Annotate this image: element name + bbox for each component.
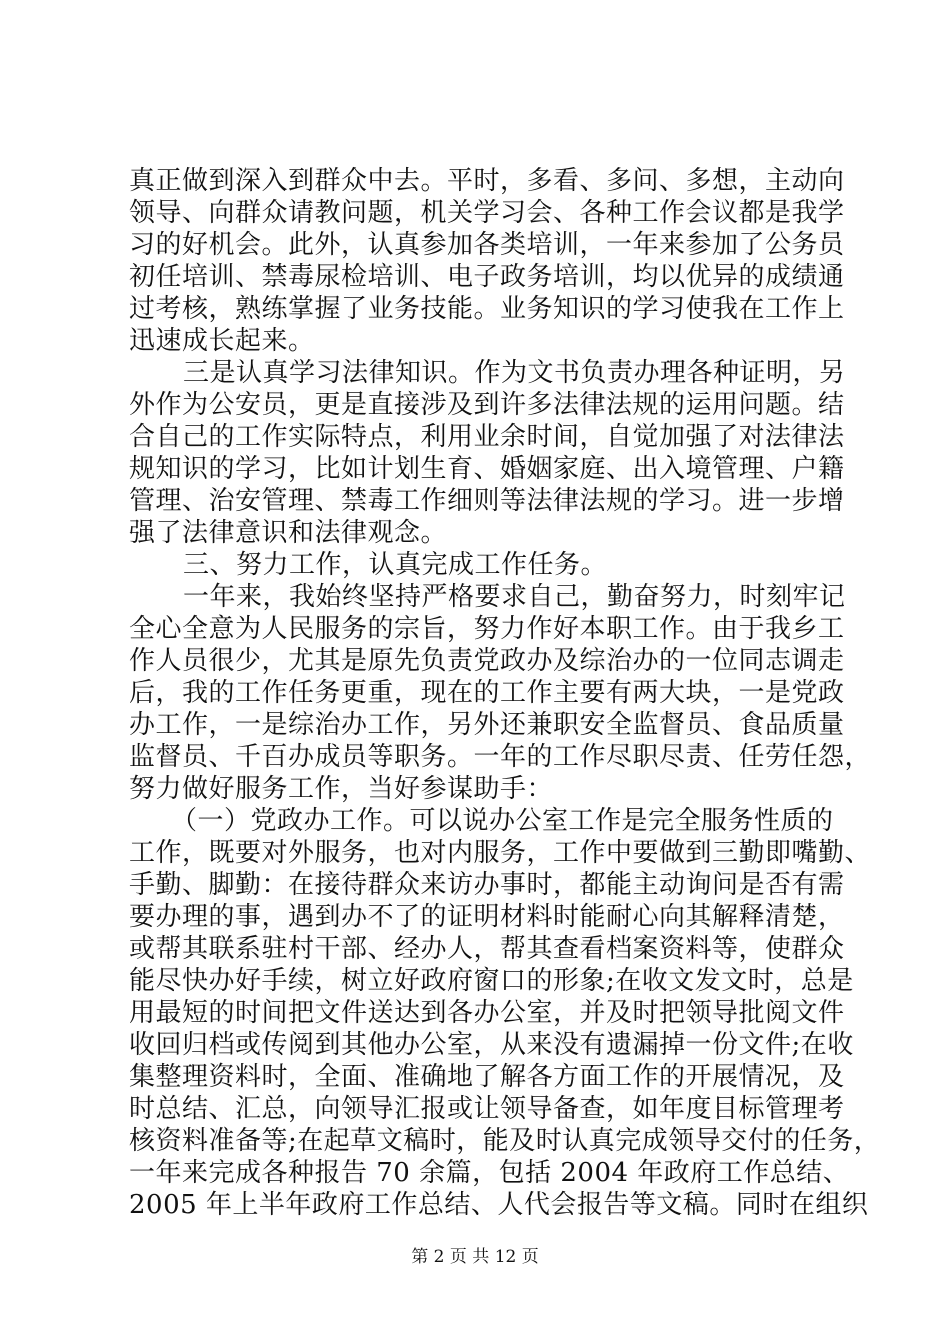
text-line: 办工作，一是综治办工作，另外还兼职安全监督员、食品质量	[129, 710, 845, 740]
text-line: 初任培训、禁毒尿检培训、电子政务培训，均以优异的成绩通	[129, 262, 845, 292]
document-body	[129, 165, 881, 1221]
text-line: 用最短的时间把文件送达到各办公室，并及时把领导批阅文件	[129, 998, 845, 1028]
text-line: 规知识的学习，比如计划生育、婚姻家庭、出入境管理、户籍	[129, 454, 845, 484]
text-line: 作人员很少，尤其是原先负责党政办及综治办的一位同志调走	[129, 646, 845, 676]
page-footer: 第 2 页 共 12 页	[411, 1247, 539, 1267]
text-line: 一年来完成各种报告 70 余篇，包括 2004 年政府工作总结、	[129, 1158, 850, 1188]
text-line: 合自己的工作实际特点，利用业余时间，自觉加强了对法律法	[129, 422, 845, 452]
text-line: 外作为公安员，更是直接涉及到许多法律法规的运用问题。结	[129, 390, 845, 420]
section-heading: 三、努力工作，认真完成工作任务。	[183, 550, 608, 580]
text-line: 真正做到深入到群众中去。平时，多看、多问、多想，主动向	[129, 166, 845, 196]
text-line: 或帮其联系驻村干部、经办人，帮其查看档案资料等，使群众	[129, 934, 845, 964]
text-line: 时总结、汇总，向领导汇报或让领导备查，如年度目标管理考	[129, 1094, 845, 1124]
text-line: 管理、治安管理、禁毒工作细则等法律法规的学习。进一步增	[129, 486, 845, 516]
text-line: 工作，既要对外服务，也对内服务，工作中要做到三勤即嘴勤、	[129, 838, 872, 868]
text-line: 全心全意为人民服务的宗旨，努力作好本职工作。由于我乡工	[129, 614, 845, 644]
paragraph-start: 三是认真学习法律知识。作为文书负责办理各种证明，另	[183, 358, 846, 388]
text-line: 迅速成长起来。	[129, 326, 315, 356]
text-line: 监督员、千百办成员等职务。一年的工作尽职尽责、任劳任怨，	[129, 742, 872, 772]
text-line: 习的好机会。此外，认真参加各类培训，一年来参加了公务员	[129, 230, 845, 260]
text-line: 强了法律意识和法律观念。	[129, 518, 448, 548]
text-line: 后，我的工作任务更重，现在的工作主要有两大块，一是党政	[129, 678, 845, 708]
text-line: 过考核，熟练掌握了业务技能。业务知识的学习使我在工作上	[129, 294, 845, 324]
text-line: 2005 年上半年政府工作总结、人代会报告等文稿。同时在组织	[129, 1190, 869, 1220]
text-line: 手勤、脚勤：在接待群众来访办事时，都能主动询问是否有需	[129, 870, 845, 900]
subsection-start: （一）党政办工作。可以说办公室工作是完全服务性质的	[171, 806, 834, 836]
text-line: 能尽快办好手续，树立好政府窗口的形象;在收文发文时，总是	[129, 966, 854, 996]
text-line: 收回归档或传阅到其他办公室，从来没有遗漏掉一份文件;在收	[129, 1030, 854, 1060]
text-line: 努力做好服务工作，当好参谋助手：	[129, 774, 554, 804]
text-line: 集整理资料时，全面、准确地了解各方面工作的开展情况，及	[129, 1062, 845, 1092]
paragraph-start: 一年来，我始终坚持严格要求自己，勤奋努力，时刻牢记	[183, 582, 846, 612]
text-line: 领导、向群众请教问题，机关学习会、各种工作会议都是我学	[129, 198, 845, 228]
text-line: 要办理的事，遇到办不了的证明材料时能耐心向其解释清楚，	[129, 902, 845, 932]
text-line: 核资料准备等;在起草文稿时，能及时认真完成领导交付的任务，	[129, 1126, 881, 1156]
